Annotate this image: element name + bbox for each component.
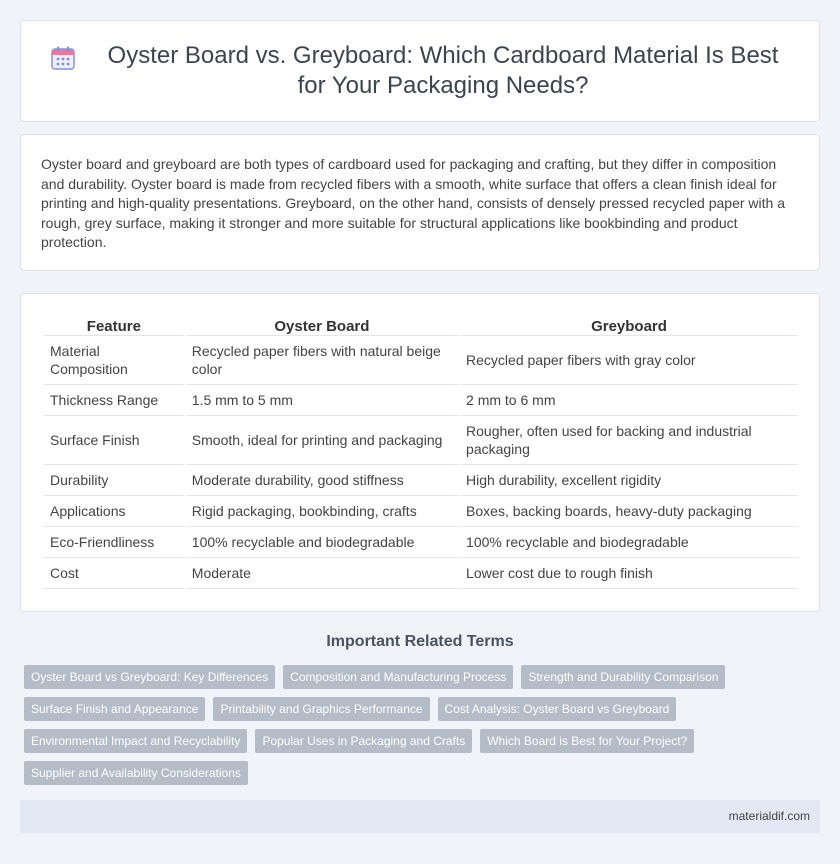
calendar-icon bbox=[50, 45, 76, 71]
intro-paragraph: Oyster board and greyboard are both types of cardboard used for packaging and crafting, but they differ in composition and durability. Oyster board is made from recycled fibers with a smooth, white surface that offers a clean finish ideal for printing and high-quality presentations. Greyboard, on the other hand, consists of densely pressed recycled paper with a rough, grey surface, making it stronger and more suitable for structural applications like bookbinding and product protection. bbox=[41, 156, 785, 251]
tag-row bbox=[24, 761, 824, 785]
related-terms-heading: Important Related Terms bbox=[326, 633, 514, 650]
tag-cost-analysis[interactable]: Cost Analysis: Oyster Board vs Greyboard bbox=[438, 697, 677, 721]
table-cell-oyster: Moderate durability, good stiffness bbox=[186, 465, 458, 496]
table-cell-feature: Cost bbox=[44, 558, 184, 589]
tag-printability[interactable]: Printability and Graphics Performance bbox=[213, 697, 429, 721]
tag-surface-finish[interactable]: Surface Finish and Appearance bbox=[24, 697, 205, 721]
table-cell-grey: 2 mm to 6 mm bbox=[460, 385, 798, 416]
table-row bbox=[44, 465, 798, 496]
tag-row bbox=[24, 665, 824, 689]
comparison-card bbox=[20, 293, 820, 612]
comparison-table bbox=[42, 314, 800, 589]
table-cell-grey: High durability, excellent rigidity bbox=[460, 465, 798, 496]
tag-supplier-availability[interactable]: Supplier and Availability Considerations bbox=[24, 761, 248, 785]
table-header-row bbox=[44, 314, 798, 336]
footer-site-name: materialdif.com bbox=[728, 809, 810, 823]
title-wrap bbox=[50, 41, 790, 101]
footer bbox=[20, 800, 820, 833]
table-cell-oyster: Moderate bbox=[186, 558, 458, 589]
table-row bbox=[44, 527, 798, 558]
table-row bbox=[44, 336, 798, 385]
table-cell-feature: Thickness Range bbox=[44, 385, 184, 416]
table-row bbox=[44, 416, 798, 465]
table-cell-oyster: Rigid packaging, bookbinding, crafts bbox=[186, 496, 458, 527]
table-cell-grey: Boxes, backing boards, heavy-duty packaging bbox=[460, 496, 798, 527]
tag-key-differences[interactable]: Oyster Board vs Greyboard: Key Differences bbox=[24, 665, 275, 689]
table-cell-oyster: Recycled paper fibers with natural beige color bbox=[186, 336, 458, 385]
table-cell-feature: Applications bbox=[44, 496, 184, 527]
table-cell-oyster: Smooth, ideal for printing and packaging bbox=[186, 416, 458, 465]
tag-environmental-impact[interactable]: Environmental Impact and Recyclability bbox=[24, 729, 247, 753]
table-cell-oyster: 1.5 mm to 5 mm bbox=[186, 385, 458, 416]
table-cell-oyster: 100% recyclable and biodegradable bbox=[186, 527, 458, 558]
tag-row bbox=[24, 729, 824, 753]
table-row bbox=[44, 496, 798, 527]
title-card bbox=[20, 20, 820, 122]
table-cell-grey: Rougher, often used for backing and industrial packaging bbox=[460, 416, 798, 465]
table-header-oyster-board: Oyster Board bbox=[186, 314, 458, 336]
table-row bbox=[44, 558, 798, 589]
table-row bbox=[44, 385, 798, 416]
table-cell-feature: Material Composition bbox=[44, 336, 184, 385]
table-cell-grey: 100% recyclable and biodegradable bbox=[460, 527, 798, 558]
page-title: Oyster Board vs. Greyboard: Which Cardboard Material Is Best for Your Packaging Needs? bbox=[107, 42, 779, 99]
table-cell-grey: Lower cost due to rough finish bbox=[460, 558, 798, 589]
table-header-greyboard: Greyboard bbox=[460, 314, 798, 336]
table-cell-feature: Eco-Friendliness bbox=[44, 527, 184, 558]
tag-which-board-best[interactable]: Which Board is Best for Your Project? bbox=[480, 729, 694, 753]
table-cell-grey: Recycled paper fibers with gray color bbox=[460, 336, 798, 385]
table-cell-feature: Durability bbox=[44, 465, 184, 496]
tag-composition[interactable]: Composition and Manufacturing Process bbox=[283, 665, 513, 689]
table-cell-feature: Surface Finish bbox=[44, 416, 184, 465]
related-terms-tags bbox=[24, 665, 824, 793]
tag-row bbox=[24, 697, 824, 721]
tag-strength-durability[interactable]: Strength and Durability Comparison bbox=[521, 665, 725, 689]
table-header-feature: Feature bbox=[44, 314, 184, 336]
tag-popular-uses[interactable]: Popular Uses in Packaging and Crafts bbox=[255, 729, 472, 753]
intro-card bbox=[20, 134, 820, 271]
